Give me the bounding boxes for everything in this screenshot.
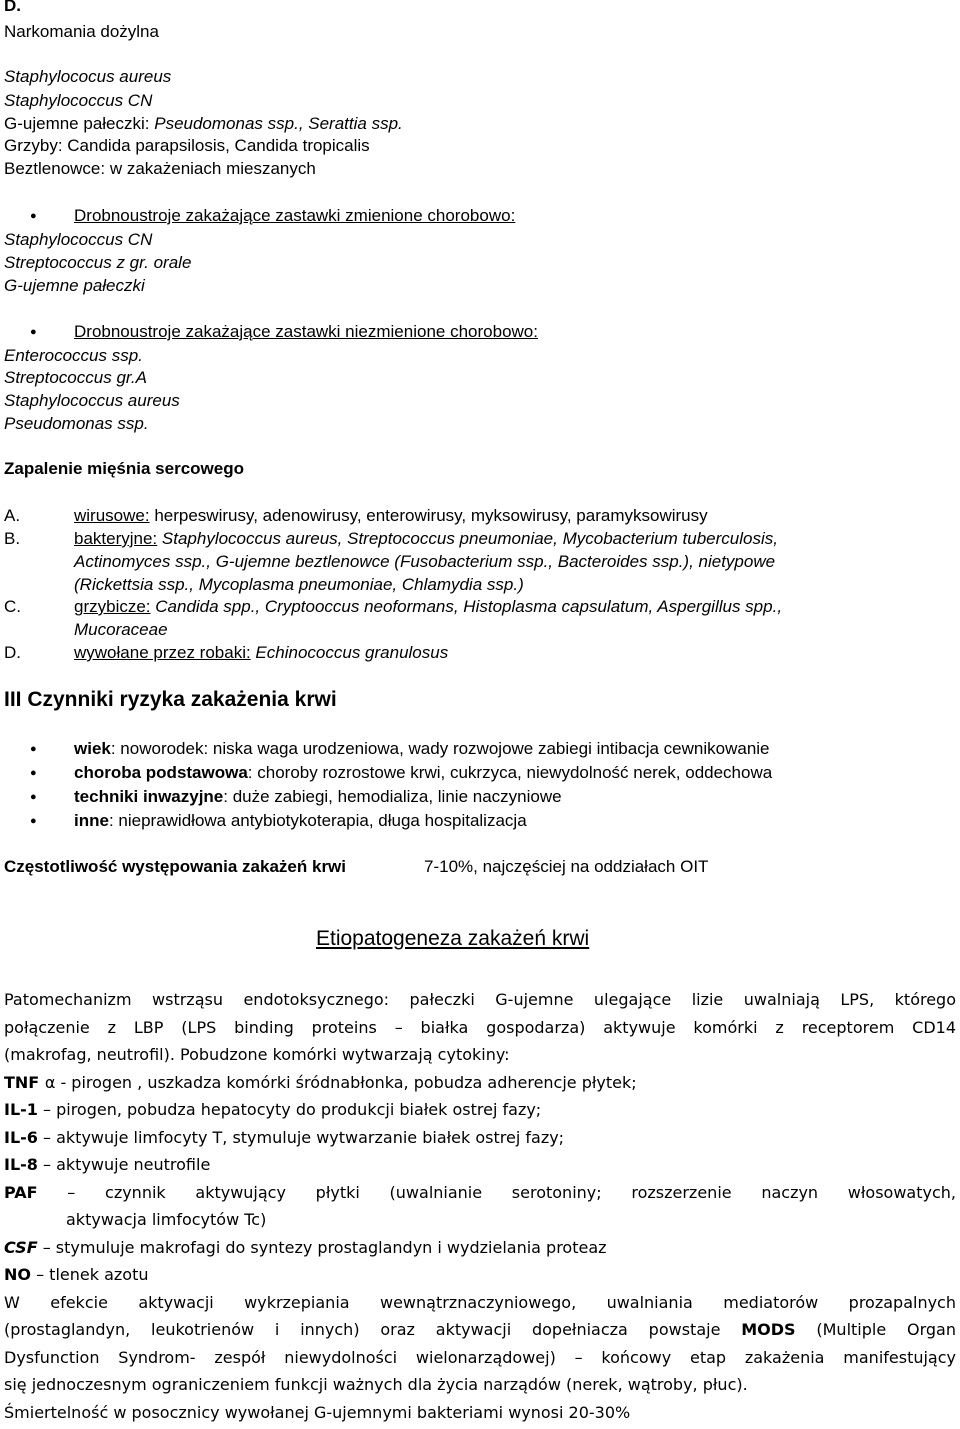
cytokine-text: - pirogen , uszkadza komórki śródnabłonka, pobudza adherencje płytek; [55,1073,637,1092]
cytokine-key: IL-6 [4,1128,38,1147]
myocarditis-a [74,505,708,527]
myocarditis-b-1 [74,528,778,550]
bullet-icon: ● [30,767,37,779]
myocarditis-b-2: Actinomyces ssp., G-ujemne beztlenowce (Fusobacterium ssp., Bacteroides ssp.), nietypowe [74,552,776,571]
risk-text: : choroby rozrostowe krwi, cukrzyca, niewydolność nerek, oddechowa [247,763,773,782]
mods-term: MODS [741,1320,796,1339]
paragraph-line: Dysfunction Syndrom- zespół niewydolności wielonarządowej) – końcowy etap zakażenia manifestujący [4,1348,956,1367]
risk-text: : nieprawidłowa antybiotykoterapia, długa hospitalizacja [108,811,527,830]
cytokine-tnf [4,1069,956,1097]
risk-key: inne [74,811,109,830]
narkomania-anaerobes: Beztlenowce: w zakażeniach mieszanych [4,159,316,178]
cytokine-paf [4,1179,956,1207]
narkomania-title: Narkomania dożylna [4,22,159,41]
paragraph-line: W efekcie aktywacji wykrzepiania wewnątrznaczyniowego, uwalniania mediatorów prozapalnych [4,1293,956,1312]
myocarditis-c-1 [74,596,782,618]
bullet-icon: ● [30,791,37,803]
etiopathogenesis-title: Etiopatogeneza zakażeń krwi [316,927,590,950]
risk-key: wiek [74,739,111,758]
cytokine-key: IL-1 [4,1100,38,1119]
cytokine-no [4,1261,956,1289]
valves-changed-item: Staphylococcus CN [4,230,153,249]
paragraph-part: (prostaglandyn, leukotrienów i innych) oraz aktywacji dopełniacza powstaje [4,1320,742,1339]
risk-item [74,762,772,784]
myocarditis-c-2: Mucoraceae [74,620,168,639]
cytokine-il8 [4,1151,956,1179]
paragraph-line [4,1316,956,1344]
fungal-key: grzybicze: [74,597,151,616]
viral-key: wirusowe: [74,506,150,525]
risk-key: techniki inwazyjne [74,787,224,806]
risk-text: : duże zabiegi, hemodializa, linie naczyniowe [223,787,562,806]
parasitic-key: wywołane przez robaki: [74,643,251,662]
cytokine-key: IL-8 [4,1155,38,1174]
paragraph-line: Patomechanizm wstrząsu endotoksycznego: pałeczki G-ujemne ulegające lizie uwalniają LPS, którego [4,990,956,1009]
valves-changed-item: Streptococcus z gr. orale [4,253,192,272]
bullet-icon: ● [30,210,37,222]
parasitic-text: Echinococcus granulosus [250,643,449,662]
narkomania-gneg [4,113,403,135]
narkomania-fungi: Grzyby: Candida parapsilosis, Candida tropicalis [4,136,370,155]
narkomania-line-1: Staphylococus aureus [4,67,172,86]
cytokine-key: TNF [4,1073,45,1092]
cytokine-csf [4,1234,956,1262]
list-label-a: A. [4,506,21,525]
cytokine-text: – czynnik aktywujący płytki (uwalnianie serotoniny; rozszerzenie naczyn włosowatych, [37,1183,956,1202]
frequency-value: 7-10%, najczęściej na oddziałach OIT [424,857,709,876]
valves-changed-header: Drobnoustroje zakażające zastawki zmienione chorobowo: [74,206,516,225]
valves-unchanged-item: Streptococcus gr.A [4,368,147,387]
valves-changed-item: G-ujemne pałeczki [4,276,145,295]
cytokine-text: – aktywuje neutrofile [37,1155,211,1174]
cytokine-text: – pirogen, pobudza hepatocyty do produkcji białek ostrej fazy; [37,1100,542,1119]
myocarditis-title: Zapalenie mięśnia sercowego [4,459,244,478]
bacterial-line-1: Staphylococcus aureus, Streptococcus pneumoniae, Mycobacterium tuberculosis, [157,529,778,548]
heading-d: D. [4,0,21,15]
frequency-label: Częstotliwość występowania zakażeń krwi [4,857,347,876]
paragraph-line: połączenie z LBP (LPS binding proteins – białka gospodarza) aktywuje komórki z receptorem CD14 [4,1018,956,1037]
cytokine-paf-cont: aktywacja limfocytów Tc) [66,1210,267,1229]
cytokine-key: CSF [4,1238,38,1257]
paragraph-line: się jednoczesnym ograniczeniem funkcji ważnych dla życia narządów (nerek, wątroby, płuc). [4,1375,748,1394]
list-label-c: C. [4,597,21,616]
paragraph-part: (Multiple Organ [795,1320,956,1339]
valves-unchanged-item: Staphylococcus aureus [4,391,180,410]
bullet-icon: ● [30,326,37,338]
cytokine-il6 [4,1124,956,1152]
risk-item [74,810,527,832]
bacterial-key: bakteryjne: [74,529,158,548]
myocarditis-d [74,642,448,664]
cytokine-text: – aktywuje limfocyty T, stymuluje wytwarzanie białek ostrej fazy; [37,1128,565,1147]
risk-item [74,738,770,760]
cytokine-il1 [4,1096,956,1124]
risk-text: : noworodek: niska waga urodzeniowa, wady rozwojowe zabiegi intibacja cewnikowanie [110,739,770,758]
narkomania-line-2: Staphylococcus CN [4,91,153,110]
valves-unchanged-header: Drobnoustroje zakażające zastawki niezmienione chorobowo: [74,322,538,341]
valves-unchanged-item: Enterococcus ssp. [4,346,143,365]
valves-unchanged-item: Pseudomonas ssp. [4,414,149,433]
paragraph-line: (makrofag, neutrofil). Pobudzone komórki wytwarzają cytokiny: [4,1045,510,1064]
myocarditis-b-3: (Rickettsia ssp., Mycoplasma pneumoniae, Chlamydia ssp.) [74,575,524,594]
cytokine-key: PAF [4,1183,38,1202]
bullet-icon: ● [30,815,37,827]
fungal-line-1: Candida spp., Cryptooccus neoformans, Histoplasma capsulatum, Aspergillus spp., [150,597,783,616]
risk-item [74,786,562,808]
gneg-value: Pseudomonas ssp., Serattia ssp. [154,114,403,133]
bullet-icon: ● [30,743,37,755]
gneg-label: G-ujemne pałeczki: [4,114,155,133]
risk-key: choroba podstawowa [74,763,248,782]
risk-title: III Czynniki ryzyka zakażenia krwi [4,688,337,711]
list-label-b: B. [4,529,21,548]
list-label-d: D. [4,643,21,662]
viral-text: herpeswirusy, adenowirusy, enterowirusy, myksowirusy, paramyksowirusy [149,506,708,525]
mortality-line: Śmiertelność w posocznicy wywołanej G-ujemnymi bakteriami wynosi 20-30% [4,1403,631,1422]
cytokine-text: – stymuluje makrofagi do syntezy prostaglandyn i wydzielania proteaz [37,1238,607,1257]
cytokine-text: – tlenek azotu [31,1265,149,1284]
cytokine-key: NO [4,1265,31,1284]
alpha-symbol: α [44,1073,56,1092]
